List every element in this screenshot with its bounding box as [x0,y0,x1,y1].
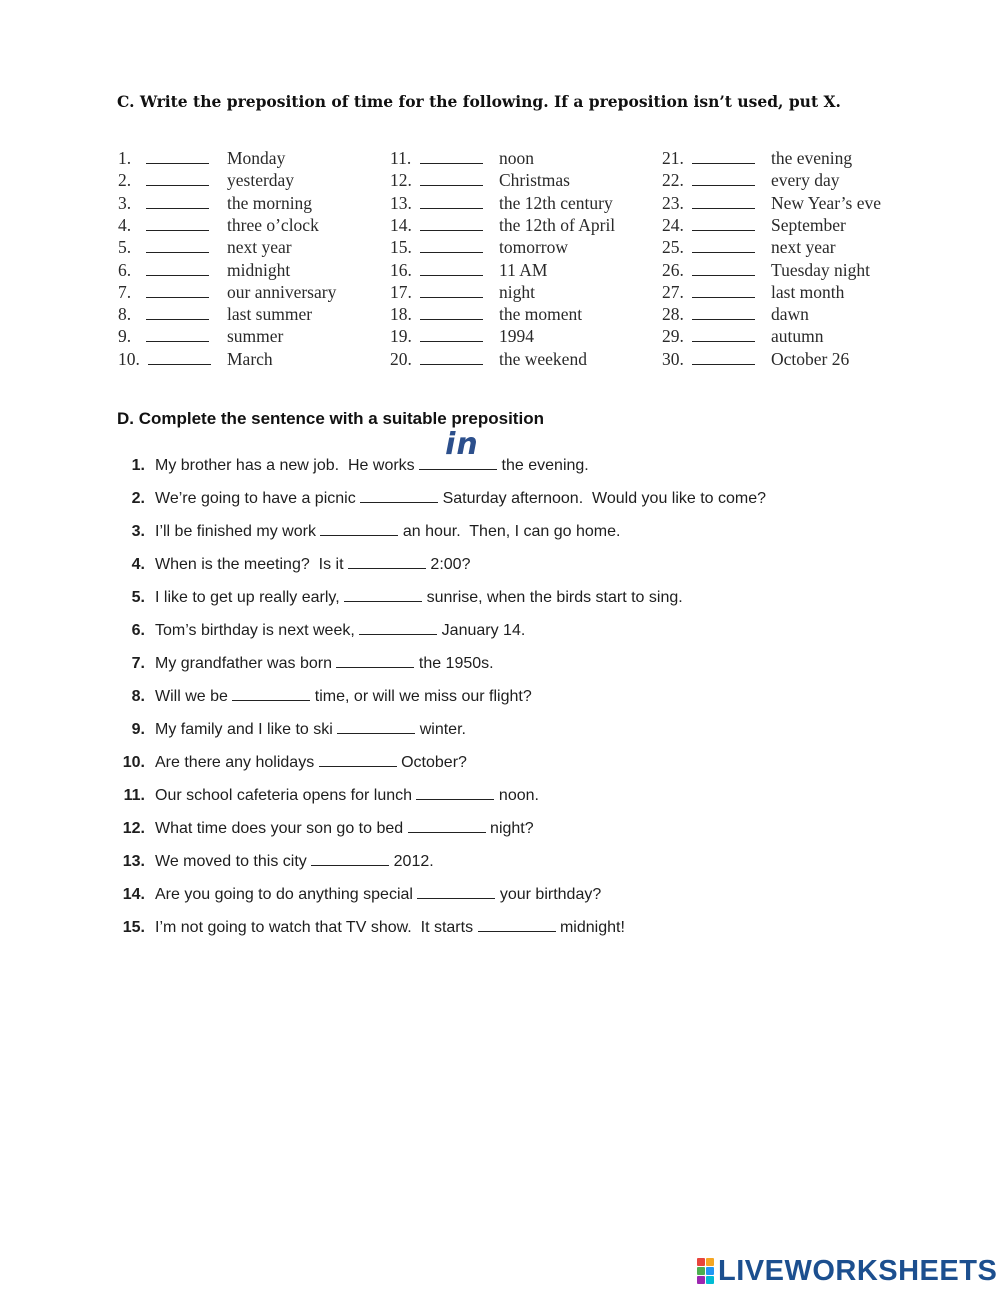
logo-icon [697,1258,714,1284]
d-sentence-before: My brother has a new job. He works [155,457,420,474]
d-answer-blank[interactable] [319,752,397,767]
logo-text: LIVEWORKSHEETS [718,1254,998,1287]
d-answer-blank[interactable] [232,686,310,701]
logo-square [706,1276,714,1284]
c-item-number: 9. [118,326,132,347]
d-sentence-before: Our school cafeteria opens for lunch [155,787,417,804]
c-item-number: 19. [390,326,412,347]
c-answer-blank[interactable] [692,208,755,209]
d-sentence-number: 12. [122,820,145,837]
c-item-phrase: our anniversary [227,281,337,302]
d-sentence [115,850,434,874]
c-answer-blank[interactable] [420,364,483,365]
c-item-number: 16. [390,259,412,280]
c-item-phrase: Monday [227,148,286,168]
c-answer-blank[interactable] [146,163,209,164]
d-sentence [115,916,625,940]
c-item-number: 21. [662,148,684,168]
c-answer-blank[interactable] [692,297,755,298]
c-item [118,281,378,303]
c-item [390,325,650,347]
d-sentence [115,751,467,775]
c-item-phrase: three o’clock [227,214,319,235]
c-item-phrase: every day [771,170,840,191]
c-item-number: 17. [390,281,412,302]
d-sentence-before: We’re going to have a picnic [155,490,361,507]
d-sentence-after: night? [485,820,534,837]
d-sentence-after: Saturday afternoon. Would you like to come? [438,490,767,507]
c-item-number: 26. [662,259,684,280]
d-sentence-after: your birthday? [495,886,602,903]
c-item [390,169,650,191]
c-item [662,236,922,258]
d-sentence-after: sunrise, when the birds start to sing. [422,589,683,606]
d-answer-blank[interactable] [408,818,486,833]
d-answer-blank[interactable] [359,620,437,635]
d-answer-blank[interactable] [320,521,398,536]
c-item-phrase: the morning [227,192,313,213]
d-answer-blank[interactable] [337,719,415,734]
c-item [390,214,650,236]
c-item [662,192,922,214]
c-item-number: 14. [390,214,412,235]
c-item-phrase: 1994 [499,326,534,347]
c-answer-blank[interactable] [146,341,209,342]
c-item [662,281,922,303]
c-item [662,303,922,325]
c-answer-blank[interactable] [692,163,755,164]
d-sentence-number: 11. [123,787,145,804]
d-answer-text: in [445,427,479,462]
d-sentence-number: 1. [131,457,145,474]
c-item-phrase: September [771,214,846,235]
c-answer-blank[interactable] [146,319,209,320]
c-item [118,192,378,214]
d-sentence [115,685,532,709]
logo-square [706,1267,714,1275]
c-item-phrase: summer [227,326,284,347]
d-sentence-after: 2012. [389,853,434,870]
c-item-phrase: tomorrow [499,237,569,258]
logo-square [697,1276,705,1284]
d-sentence-after: midnight! [555,919,625,936]
c-item-number: 22. [662,170,684,191]
c-item-number: 24. [662,214,684,235]
c-item-number: 25. [662,237,684,258]
c-answer-blank[interactable] [146,252,209,253]
c-item [118,147,378,169]
c-answer-blank[interactable] [146,208,209,209]
c-item [118,348,378,370]
d-sentence-after: winter. [415,721,466,738]
d-answer-blank[interactable] [417,884,495,899]
d-sentence-before: My family and I like to ski [155,721,338,738]
c-answer-blank[interactable] [692,341,755,342]
d-answer-blank[interactable] [416,785,494,800]
d-sentence [115,883,601,907]
c-item-phrase: 11 AM [499,259,548,280]
c-item-phrase: March [227,348,273,369]
d-sentence [115,427,589,478]
d-answer-blank[interactable] [336,653,414,668]
d-sentence [115,553,470,577]
c-item-number: 4. [118,214,132,235]
d-sentence-before: Will we be [155,688,233,705]
c-item-number: 13. [390,192,412,213]
c-item-phrase: Christmas [499,170,570,191]
c-answer-blank[interactable] [692,364,755,365]
c-item [118,236,378,258]
d-sentence [115,619,525,643]
c-answer-blank[interactable] [146,297,209,298]
c-item-phrase: New Year’s eve [771,192,881,213]
d-sentence-number: 5. [131,589,145,606]
c-answer-blank[interactable] [692,230,755,231]
d-sentence-number: 8. [131,688,145,705]
d-sentence [115,652,494,676]
liveworksheets-logo [697,1256,997,1286]
c-item-number: 10. [118,348,140,369]
d-sentence-number: 10. [122,754,145,771]
d-sentence-before: I’ll be finished my work [155,523,321,540]
d-sentence-number: 6. [131,622,145,639]
c-item [118,325,378,347]
d-sentence-after: January 14. [437,622,526,639]
c-item [662,325,922,347]
d-sentence [115,718,466,742]
c-item-number: 28. [662,304,684,325]
d-sentence-after: the 1950s. [414,655,494,672]
c-item [118,214,378,236]
c-item-number: 29. [662,326,684,347]
d-sentence-number: 3. [131,523,145,540]
c-answer-blank[interactable] [420,208,483,209]
d-sentence [115,520,620,544]
c-answer-blank[interactable] [420,341,483,342]
c-answer-blank[interactable] [146,275,209,276]
c-item [118,303,378,325]
c-item-number: 18. [390,304,412,325]
c-item-phrase: yesterday [227,170,295,191]
d-sentence-number: 14. [122,886,145,903]
logo-square [697,1267,705,1275]
c-item-number: 6. [118,259,132,280]
c-item-phrase: Tuesday night [771,259,871,280]
c-answer-blank[interactable] [146,230,209,231]
c-answer-blank[interactable] [420,252,483,253]
d-sentence-before: Are there any holidays [155,754,319,771]
c-item-number: 2. [118,170,132,191]
c-item-phrase: next year [771,237,836,258]
c-item-phrase: last month [771,281,845,302]
d-sentence-after: an hour. Then, I can go home. [398,523,621,540]
c-item-number: 27. [662,281,684,302]
d-sentence-before: I like to get up really early, [155,589,345,606]
d-answer-blank[interactable] [360,488,438,503]
d-sentence-before: We moved to this city [155,853,312,870]
c-item [662,147,922,169]
c-item-phrase: midnight [227,259,291,280]
logo-square [697,1258,705,1266]
c-answer-blank[interactable] [420,163,483,164]
c-item [390,281,650,303]
c-item-number: 5. [118,237,132,258]
d-answer-blank[interactable] [344,587,422,602]
d-sentence [115,586,683,610]
c-item-number: 20. [390,348,412,369]
section-c-grid [118,147,918,377]
d-sentence-number: 15. [122,919,145,936]
c-item-phrase: dawn [771,304,809,325]
d-answer-blank[interactable] [419,427,497,470]
d-sentence-before: When is the meeting? Is it [155,556,348,573]
c-item [662,259,922,281]
c-item [390,236,650,258]
c-answer-blank[interactable] [420,230,483,231]
d-sentence [115,784,539,808]
c-item-phrase: autumn [771,326,824,347]
c-item-number: 23. [662,192,684,213]
d-sentence-number: 4. [131,556,145,573]
c-item [390,303,650,325]
c-item-phrase: the moment [499,304,583,325]
d-answer-blank[interactable] [348,554,426,569]
d-sentence-number: 13. [122,853,145,870]
logo-square [706,1258,714,1266]
d-sentence-after: October? [396,754,467,771]
d-sentence-before: What time does your son go to bed [155,820,408,837]
d-sentence-before: I’m not going to watch that TV show. It starts [155,919,478,936]
d-sentence-after: time, or will we miss our flight? [310,688,532,705]
c-answer-blank[interactable] [420,185,483,186]
c-item [662,348,922,370]
c-item [118,259,378,281]
c-item-phrase: the 12th of April [499,214,616,235]
c-item-phrase: the evening [771,148,853,168]
section-c-title: C. Write the preposition of time for the following. If a preposition isn’t used, put X. [117,92,841,111]
c-item [390,259,650,281]
c-answer-blank[interactable] [420,297,483,298]
c-item-number: 1. [118,148,132,168]
c-answer-blank[interactable] [692,252,755,253]
c-item-phrase: the weekend [499,348,587,369]
c-item-phrase: noon [499,148,534,168]
c-answer-blank[interactable] [692,319,755,320]
c-answer-blank[interactable] [420,275,483,276]
c-item-phrase: the 12th century [499,192,613,213]
d-sentence-after: 2:00? [425,556,471,573]
c-answer-blank[interactable] [146,185,209,186]
d-sentence-after: the evening. [497,457,589,474]
d-sentence-number: 2. [131,490,145,507]
c-item-number: 11. [390,148,412,168]
c-answer-blank[interactable] [148,364,211,365]
c-item-phrase: next year [227,237,292,258]
c-answer-blank[interactable] [692,275,755,276]
d-answer-blank[interactable] [478,917,556,932]
d-sentence-before: Are you going to do anything special [155,886,418,903]
d-sentence-after: noon. [494,787,539,804]
c-item-phrase: October 26 [771,348,850,369]
c-item [390,147,650,169]
c-item-phrase: night [499,281,535,302]
d-sentence-number: 7. [131,655,145,672]
c-item [390,192,650,214]
c-item-number: 7. [118,281,132,302]
c-item [390,348,650,370]
c-answer-blank[interactable] [420,319,483,320]
c-answer-blank[interactable] [692,185,755,186]
d-answer-blank[interactable] [311,851,389,866]
c-item-number: 3. [118,192,132,213]
section-d-title: D. Complete the sentence with a suitable preposition [117,409,544,428]
c-item-number: 15. [390,237,412,258]
d-sentence [115,817,534,841]
c-item-phrase: last summer [227,304,313,325]
c-item-number: 12. [390,170,412,191]
d-sentence-before: My grandfather was born [155,655,337,672]
c-item [662,169,922,191]
c-item-number: 8. [118,304,132,325]
c-item [662,214,922,236]
d-sentence [115,487,766,511]
c-item [118,169,378,191]
c-item-number: 30. [662,348,684,369]
d-sentence-before: Tom’s birthday is next week, [155,622,360,639]
d-sentence-number: 9. [131,721,145,738]
